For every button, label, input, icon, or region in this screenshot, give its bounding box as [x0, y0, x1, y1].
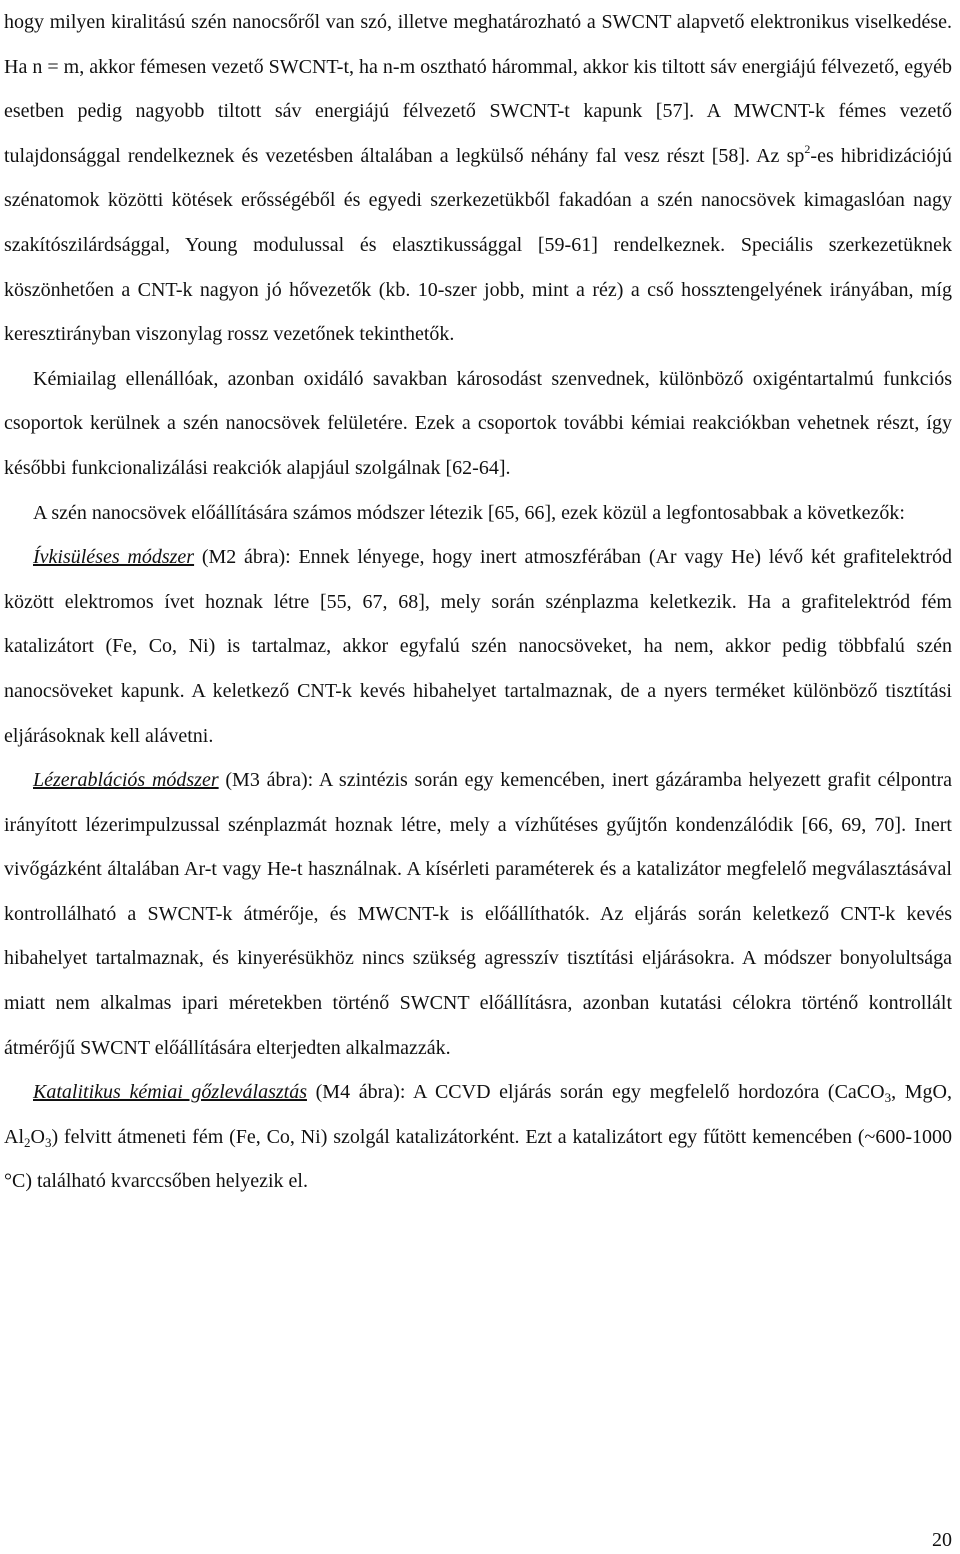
paragraph-text: O [30, 1125, 45, 1148]
subscript: 3 [884, 1090, 892, 1106]
paragraph-text: , MgO, Al [4, 1081, 952, 1148]
paragraph-laser-ablation-method [4, 758, 952, 1070]
paragraph-text: -es hibridizációjú szénatomok közötti kötések erősségéből és egyedi szerkezetükből fakadóan a szén nanocsövek kimagaslóan nagy szakítószilárdsággal, Young modulussal és elasztikussággal [59-61] rendelkeznek. Speciális szerkezetüknek köszönhetően a CNT-k nagyon jó hővezetők (kb. 10-szer jobb, mint a réz) a cső hossztengelyének irányában, míg keresztirányban viszonylag rossz vezetőnek tekinthetők. [4, 144, 952, 346]
paragraph-text: A szén nanocsövek előállítására számos módszer létezik [65, 66], ezek közül a legfontosabbak a következők: [33, 501, 905, 524]
paragraph-arc-discharge-method [4, 535, 952, 758]
paragraph-text: ) felvitt átmeneti fém (Fe, Co, Ni) szolgál katalizátorként. Ezt a katalizátort egy fűtött kemencében (~600-1000 °C) található kvarccsőben helyezik el. [4, 1125, 952, 1193]
paragraph-ccvd-method [4, 1070, 952, 1204]
subscript: 2 [24, 1134, 31, 1150]
paragraph-text: Kémiailag ellenállóak, azonban oxidáló savakban károsodást szenvednek, különböző oxigéntartalmú funkciós csoportok kerülnek a szén nanocsövek felületére. Ezek a csoportok további kémiai reakciókban vehetnek részt, így későbbi funkcionalizálási reakciók alapjául szolgálnak [62-64]. [4, 367, 952, 479]
paragraph-chemical-resistance [4, 357, 952, 491]
superscript: 2 [804, 141, 811, 156]
paragraph-text: (M4 ábra): A CCVD eljárás során egy megfelelő hordozóra (CaCO [306, 1081, 885, 1104]
paragraph-text: (M2 ábra): Ennek lényege, hogy inert atmoszférában (Ar vagy He) lévő két grafitelektród között elektromos ívet hoznak létre [55, 67, 68], mely során szénplazma keletkezik. Ha a grafitelektród fém katalizátort (Fe, Co, Ni) is tartalmaz, akkor egyfalú szén nanocsöveket, ha nem, akkor pedig többfalú szén nanocsöveket kapunk. A keletkező CNT-k kevés hibahelyet tartalmaznak, de a nyers terméket különböző tisztítási eljárásoknak kell alávetni. [4, 546, 952, 747]
subscript: 3 [44, 1134, 52, 1150]
method-title-laser-ablation: Lézerablációs módszer [33, 769, 219, 792]
paragraph-production-methods-intro [4, 491, 952, 536]
paragraph-electronic-mechanical-properties [4, 0, 952, 357]
page-number: 20 [932, 1529, 952, 1551]
document-page [4, 0, 952, 1204]
paragraph-text: hogy milyen kiralitású szén nanocsőről van szó, illetve meghatározható a SWCNT alapvető elektronikus viselkedése. Ha n = m, akkor fémesen vezető SWCNT-t, ha n-m osztható hárommal, akkor kis tiltott sáv energiájú félvezető, egyéb esetben pedig nagyobb tiltott sáv energiájú félvezető SWCNT-t kapunk [57]. A MWCNT-k fémes vezető tulajdonsággal rendelkeznek és vezetésben általában a legkülső néhány fal vesz részt [58]. Az sp [4, 11, 952, 167]
method-title-arc-discharge: Ívkisüléses módszer [33, 546, 195, 569]
paragraph-text: (M3 ábra): A szintézis során egy kemencében, inert gázáramba helyezett grafit célpontra irányított lézerimpulzussal szénplazmát hoznak létre, mely a vízhűtéses gyűjtőn kondenzálódik [66, 69, 70]. Inert vivőgázként általában Ar-t vagy He-t használnak. A kísérleti paraméterek és a katalizátor megfelelő megválasztásával kontrollálható a SWCNT-k átmérője, és MWCNT-k is előállíthatók. Az eljárás során keletkező CNT-k kevés hibahelyet tartalmaznak, és kinyerésükhöz nincs szükség agresszív tisztítási eljárásokra. A módszer bonyolultsága miatt nem alkalmas ipari méretekben történő SWCNT előállításra, azonban kutatási célokra történő kontrollált átmérőjű SWCNT előállítására elterjedten alkalmazzák. [4, 769, 953, 1059]
method-title-ccvd: Katalitikus kémiai gőzleválasztás [33, 1081, 307, 1104]
